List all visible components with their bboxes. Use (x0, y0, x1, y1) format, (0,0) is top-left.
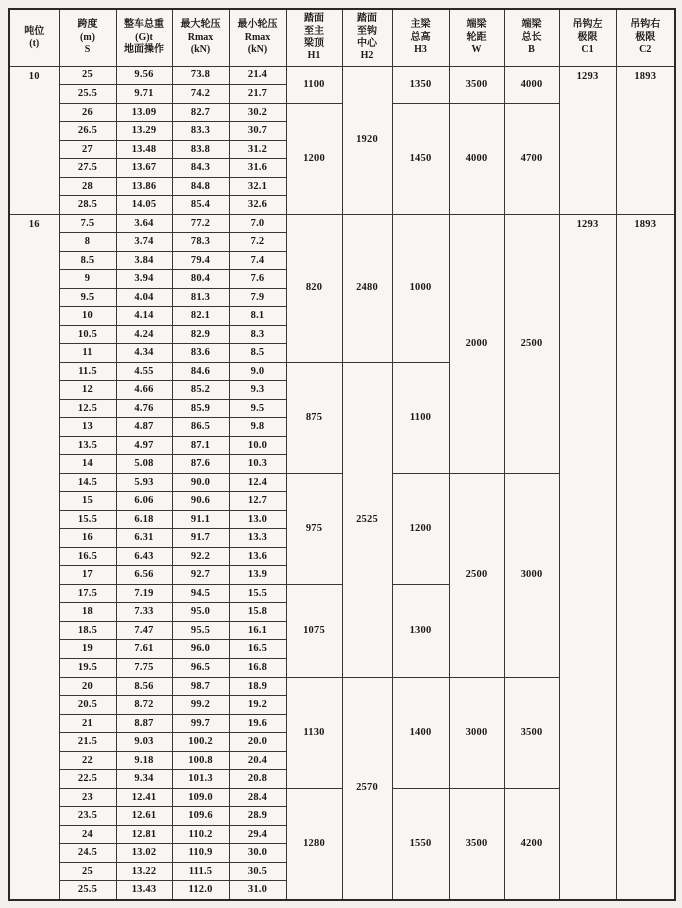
cell-span: 12.5 (59, 399, 116, 418)
cell-span: 9.5 (59, 288, 116, 307)
cell-rmin: 7.9 (229, 288, 286, 307)
cell-h3: 1300 (392, 584, 449, 677)
cell-rmin: 20.8 (229, 770, 286, 789)
cell-total-weight: 9.71 (116, 85, 172, 104)
cell-c1: 1293 (559, 66, 616, 214)
cell-total-weight: 6.56 (116, 566, 172, 585)
cell-total-weight: 9.34 (116, 770, 172, 789)
cell-rmax: 98.7 (172, 677, 229, 696)
cell-rmin: 30.0 (229, 844, 286, 863)
cell-total-weight: 6.31 (116, 529, 172, 548)
cell-rmin: 9.3 (229, 381, 286, 400)
cell-span: 19.5 (59, 659, 116, 678)
cell-total-weight: 8.72 (116, 696, 172, 715)
cell-total-weight: 7.47 (116, 621, 172, 640)
cell-span: 25.5 (59, 85, 116, 104)
cell-total-weight: 9.03 (116, 733, 172, 752)
cell-rmax: 80.4 (172, 270, 229, 289)
cell-rmax: 83.6 (172, 344, 229, 363)
cell-total-weight: 7.33 (116, 603, 172, 622)
cell-span: 10 (59, 307, 116, 326)
cell-rmin: 9.8 (229, 418, 286, 437)
cell-rmax: 86.5 (172, 418, 229, 437)
cell-rmax: 95.0 (172, 603, 229, 622)
cell-total-weight: 13.02 (116, 844, 172, 863)
cell-rmax: 78.3 (172, 233, 229, 252)
cell-rmax: 90.6 (172, 492, 229, 511)
cell-rmin: 10.3 (229, 455, 286, 474)
cell-total-weight: 6.06 (116, 492, 172, 511)
cell-rmax: 84.6 (172, 362, 229, 381)
cell-rmax: 74.2 (172, 85, 229, 104)
cell-rmax: 110.9 (172, 844, 229, 863)
cell-rmin: 13.0 (229, 510, 286, 529)
cell-h3: 1350 (392, 66, 449, 103)
cell-rmin: 8.3 (229, 325, 286, 344)
cell-rmin: 20.4 (229, 751, 286, 770)
cell-total-weight: 3.84 (116, 251, 172, 270)
cell-total-weight: 4.04 (116, 288, 172, 307)
cell-total-weight: 4.97 (116, 436, 172, 455)
table-row (9, 214, 675, 233)
cell-total-weight: 7.61 (116, 640, 172, 659)
cell-h3: 1550 (392, 788, 449, 900)
cell-w: 4000 (449, 103, 504, 214)
cell-rmax: 87.6 (172, 455, 229, 474)
cell-rmin: 12.4 (229, 473, 286, 492)
cell-rmax: 85.2 (172, 381, 229, 400)
cell-w: 2500 (449, 473, 504, 677)
cell-rmax: 85.4 (172, 196, 229, 215)
cell-span: 26 (59, 103, 116, 122)
cell-rmin: 13.9 (229, 566, 286, 585)
cell-rmax: 96.0 (172, 640, 229, 659)
crane-spec-table (8, 8, 676, 901)
cell-span: 7.5 (59, 214, 116, 233)
cell-rmin: 21.4 (229, 66, 286, 85)
cell-rmax: 87.1 (172, 436, 229, 455)
cell-total-weight: 3.94 (116, 270, 172, 289)
cell-h1: 875 (286, 362, 342, 473)
cell-rmin: 15.5 (229, 584, 286, 603)
cell-rmin: 28.4 (229, 788, 286, 807)
cell-total-weight: 12.41 (116, 788, 172, 807)
col-header-rmin: 最小轮压 Rmax (kN) (229, 9, 286, 66)
cell-span: 8.5 (59, 251, 116, 270)
cell-rmin: 7.0 (229, 214, 286, 233)
col-header-span: 跨度 (m) S (59, 9, 116, 66)
cell-total-weight: 8.56 (116, 677, 172, 696)
cell-rmax: 109.0 (172, 788, 229, 807)
cell-rmax: 82.1 (172, 307, 229, 326)
cell-c2: 1893 (616, 214, 675, 900)
cell-rmin: 7.4 (229, 251, 286, 270)
col-header-tonnage: 吨位 (t) (9, 9, 59, 66)
cell-rmin: 8.5 (229, 344, 286, 363)
cell-rmax: 82.9 (172, 325, 229, 344)
col-header-h2: 踏面 至钩 中心 H2 (342, 9, 392, 66)
cell-total-weight: 12.61 (116, 807, 172, 826)
cell-b: 2500 (504, 214, 559, 473)
cell-rmax: 110.2 (172, 825, 229, 844)
cell-span: 28 (59, 177, 116, 196)
cell-total-weight: 6.18 (116, 510, 172, 529)
cell-c2: 1893 (616, 66, 675, 214)
cell-h1: 1200 (286, 103, 342, 214)
cell-rmax: 101.3 (172, 770, 229, 789)
cell-w: 3500 (449, 66, 504, 103)
cell-rmax: 83.8 (172, 140, 229, 159)
cell-rmin: 30.5 (229, 862, 286, 881)
cell-span: 23.5 (59, 807, 116, 826)
cell-rmax: 81.3 (172, 288, 229, 307)
cell-total-weight: 4.34 (116, 344, 172, 363)
cell-span: 21 (59, 714, 116, 733)
cell-rmax: 92.2 (172, 547, 229, 566)
cell-rmin: 10.0 (229, 436, 286, 455)
col-header-h3: 主梁 总高 H3 (392, 9, 449, 66)
cell-total-weight: 4.55 (116, 362, 172, 381)
cell-span: 27 (59, 140, 116, 159)
cell-rmin: 20.0 (229, 733, 286, 752)
cell-rmax: 84.8 (172, 177, 229, 196)
col-header-w: 端梁 轮距 W (449, 9, 504, 66)
cell-rmin: 29.4 (229, 825, 286, 844)
cell-h2: 2525 (342, 362, 392, 677)
cell-span: 25 (59, 862, 116, 881)
cell-rmin: 12.7 (229, 492, 286, 511)
col-header-b: 端梁 总长 B (504, 9, 559, 66)
cell-rmin: 19.6 (229, 714, 286, 733)
cell-rmin: 9.0 (229, 362, 286, 381)
cell-h3: 1200 (392, 473, 449, 584)
cell-total-weight: 9.56 (116, 66, 172, 85)
cell-h2: 2570 (342, 677, 392, 900)
table-row (9, 66, 675, 85)
cell-total-weight: 9.18 (116, 751, 172, 770)
cell-h1: 1075 (286, 584, 342, 677)
cell-span: 18.5 (59, 621, 116, 640)
cell-rmin: 16.5 (229, 640, 286, 659)
cell-total-weight: 4.87 (116, 418, 172, 437)
cell-rmax: 99.7 (172, 714, 229, 733)
cell-h1: 1130 (286, 677, 342, 788)
cell-span: 13 (59, 418, 116, 437)
cell-span: 12 (59, 381, 116, 400)
cell-rmin: 18.9 (229, 677, 286, 696)
cell-rmin: 31.0 (229, 881, 286, 900)
cell-h1: 975 (286, 473, 342, 584)
cell-rmax: 100.2 (172, 733, 229, 752)
cell-h2: 1920 (342, 66, 392, 214)
cell-rmax: 85.9 (172, 399, 229, 418)
cell-rmin: 13.3 (229, 529, 286, 548)
cell-rmax: 73.8 (172, 66, 229, 85)
cell-b: 4700 (504, 103, 559, 214)
cell-rmin: 21.7 (229, 85, 286, 104)
cell-rmin: 28.9 (229, 807, 286, 826)
cell-total-weight: 5.08 (116, 455, 172, 474)
cell-b: 4200 (504, 788, 559, 900)
cell-span: 16 (59, 529, 116, 548)
cell-span: 17 (59, 566, 116, 585)
cell-span: 23 (59, 788, 116, 807)
cell-total-weight: 13.67 (116, 159, 172, 178)
cell-rmax: 96.5 (172, 659, 229, 678)
cell-total-weight: 4.24 (116, 325, 172, 344)
cell-rmax: 99.2 (172, 696, 229, 715)
cell-rmax: 92.7 (172, 566, 229, 585)
cell-total-weight: 3.64 (116, 214, 172, 233)
cell-span: 14.5 (59, 473, 116, 492)
cell-h1: 1100 (286, 66, 342, 103)
cell-rmin: 32.1 (229, 177, 286, 196)
cell-rmin: 7.2 (229, 233, 286, 252)
cell-span: 9 (59, 270, 116, 289)
cell-span: 26.5 (59, 122, 116, 141)
cell-rmax: 91.7 (172, 529, 229, 548)
cell-rmin: 31.6 (229, 159, 286, 178)
cell-total-weight: 13.86 (116, 177, 172, 196)
cell-rmin: 30.2 (229, 103, 286, 122)
cell-h2: 2480 (342, 214, 392, 362)
cell-rmin: 31.2 (229, 140, 286, 159)
cell-rmax: 94.5 (172, 584, 229, 603)
cell-span: 22 (59, 751, 116, 770)
cell-total-weight: 13.22 (116, 862, 172, 881)
cell-total-weight: 13.29 (116, 122, 172, 141)
cell-total-weight: 14.05 (116, 196, 172, 215)
cell-rmin: 19.2 (229, 696, 286, 715)
cell-rmax: 111.5 (172, 862, 229, 881)
cell-w: 3500 (449, 788, 504, 900)
cell-span: 13.5 (59, 436, 116, 455)
col-header-h1: 踏面 至主 梁顶 H1 (286, 9, 342, 66)
cell-rmax: 82.7 (172, 103, 229, 122)
cell-w: 3000 (449, 677, 504, 788)
col-header-total-weight: 整车总重 (G)t 地面操作 (116, 9, 172, 66)
cell-total-weight: 4.66 (116, 381, 172, 400)
cell-rmin: 32.6 (229, 196, 286, 215)
cell-span: 20.5 (59, 696, 116, 715)
cell-span: 21.5 (59, 733, 116, 752)
cell-span: 25.5 (59, 881, 116, 900)
cell-total-weight: 6.43 (116, 547, 172, 566)
cell-span: 16.5 (59, 547, 116, 566)
cell-rmax: 100.8 (172, 751, 229, 770)
cell-rmax: 90.0 (172, 473, 229, 492)
cell-rmin: 9.5 (229, 399, 286, 418)
cell-span: 15.5 (59, 510, 116, 529)
cell-total-weight: 12.81 (116, 825, 172, 844)
col-header-c2: 吊钩右 极限 C2 (616, 9, 675, 66)
cell-span: 28.5 (59, 196, 116, 215)
cell-b: 3000 (504, 473, 559, 677)
cell-span: 11 (59, 344, 116, 363)
header-row (9, 9, 675, 66)
cell-rmax: 112.0 (172, 881, 229, 900)
cell-total-weight: 7.19 (116, 584, 172, 603)
cell-b: 4000 (504, 66, 559, 103)
cell-rmax: 84.3 (172, 159, 229, 178)
cell-total-weight: 13.09 (116, 103, 172, 122)
cell-span: 17.5 (59, 584, 116, 603)
cell-w: 2000 (449, 214, 504, 473)
cell-total-weight: 13.43 (116, 881, 172, 900)
cell-tonnage: 16 (9, 214, 59, 900)
cell-total-weight: 3.74 (116, 233, 172, 252)
cell-rmin: 16.8 (229, 659, 286, 678)
cell-h3: 1000 (392, 214, 449, 362)
cell-span: 14 (59, 455, 116, 474)
cell-b: 3500 (504, 677, 559, 788)
cell-span: 15 (59, 492, 116, 511)
cell-span: 27.5 (59, 159, 116, 178)
cell-rmax: 83.3 (172, 122, 229, 141)
cell-rmin: 30.7 (229, 122, 286, 141)
cell-total-weight: 4.76 (116, 399, 172, 418)
cell-rmin: 16.1 (229, 621, 286, 640)
cell-span: 24 (59, 825, 116, 844)
cell-rmax: 95.5 (172, 621, 229, 640)
cell-c1: 1293 (559, 214, 616, 900)
cell-span: 19 (59, 640, 116, 659)
cell-rmin: 13.6 (229, 547, 286, 566)
cell-h1: 1280 (286, 788, 342, 900)
cell-rmax: 77.2 (172, 214, 229, 233)
cell-rmax: 91.1 (172, 510, 229, 529)
cell-span: 20 (59, 677, 116, 696)
cell-total-weight: 7.75 (116, 659, 172, 678)
cell-rmax: 79.4 (172, 251, 229, 270)
cell-span: 22.5 (59, 770, 116, 789)
cell-rmax: 109.6 (172, 807, 229, 826)
cell-h3: 1450 (392, 103, 449, 214)
cell-span: 8 (59, 233, 116, 252)
cell-rmin: 7.6 (229, 270, 286, 289)
cell-span: 18 (59, 603, 116, 622)
cell-tonnage: 10 (9, 66, 59, 214)
cell-span: 11.5 (59, 362, 116, 381)
col-header-c1: 吊钩左 极限 C1 (559, 9, 616, 66)
col-header-rmax: 最大轮压 Rmax (kN) (172, 9, 229, 66)
cell-total-weight: 5.93 (116, 473, 172, 492)
cell-h3: 1100 (392, 362, 449, 473)
cell-span: 25 (59, 66, 116, 85)
cell-span: 24.5 (59, 844, 116, 863)
cell-h3: 1400 (392, 677, 449, 788)
cell-rmin: 8.1 (229, 307, 286, 326)
cell-span: 10.5 (59, 325, 116, 344)
cell-rmin: 15.8 (229, 603, 286, 622)
cell-total-weight: 4.14 (116, 307, 172, 326)
cell-h1: 820 (286, 214, 342, 362)
cell-total-weight: 8.87 (116, 714, 172, 733)
cell-total-weight: 13.48 (116, 140, 172, 159)
